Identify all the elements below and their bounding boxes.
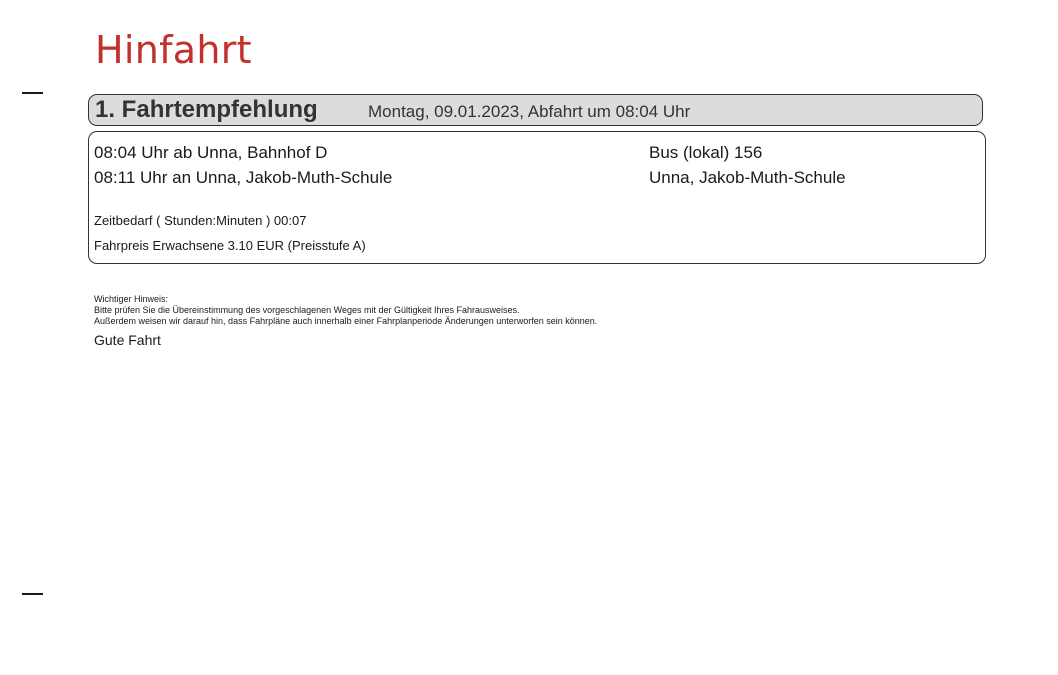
departure-text: 08:04 Uhr ab Unna, Bahnhof D	[94, 143, 328, 162]
recommendation-header	[88, 94, 983, 126]
fold-mark-bottom	[22, 593, 43, 595]
fold-mark-top	[22, 92, 43, 94]
notice-line-2: Außerdem weisen wir darauf hin, dass Fahrpläne auch innerhalb einer Fahrplanperiode Änderungen unterworfen sein können.	[94, 316, 598, 326]
arrival-text: 08:11 Uhr an Unna, Jakob-Muth-Schule	[94, 168, 393, 187]
recommendation-title: 1. Fahrtempfehlung	[95, 96, 318, 123]
line-text: Bus (lokal) 156	[649, 143, 763, 162]
recommendation-date: Montag, 09.01.2023, Abfahrt um 08:04 Uhr	[368, 102, 691, 121]
closing-text: Gute Fahrt	[94, 332, 161, 348]
notice-line-1: Bitte prüfen Sie die Übereinstimmung des vorgeschlagenen Weges mit der Gültigkeit Ihres Fahrausweises.	[94, 305, 520, 315]
notice-heading: Wichtiger Hinweis:	[94, 294, 169, 304]
trip-details	[88, 131, 986, 264]
page-title: Hinfahrt	[95, 28, 252, 72]
direction-text: Unna, Jakob-Muth-Schule	[649, 168, 846, 187]
important-notice	[94, 294, 597, 327]
duration-text: Zeitbedarf ( Stunden:Minuten ) 00:07	[94, 213, 307, 228]
fare-text: Fahrpreis Erwachsene 3.10 EUR (Preisstufe A)	[94, 238, 366, 253]
